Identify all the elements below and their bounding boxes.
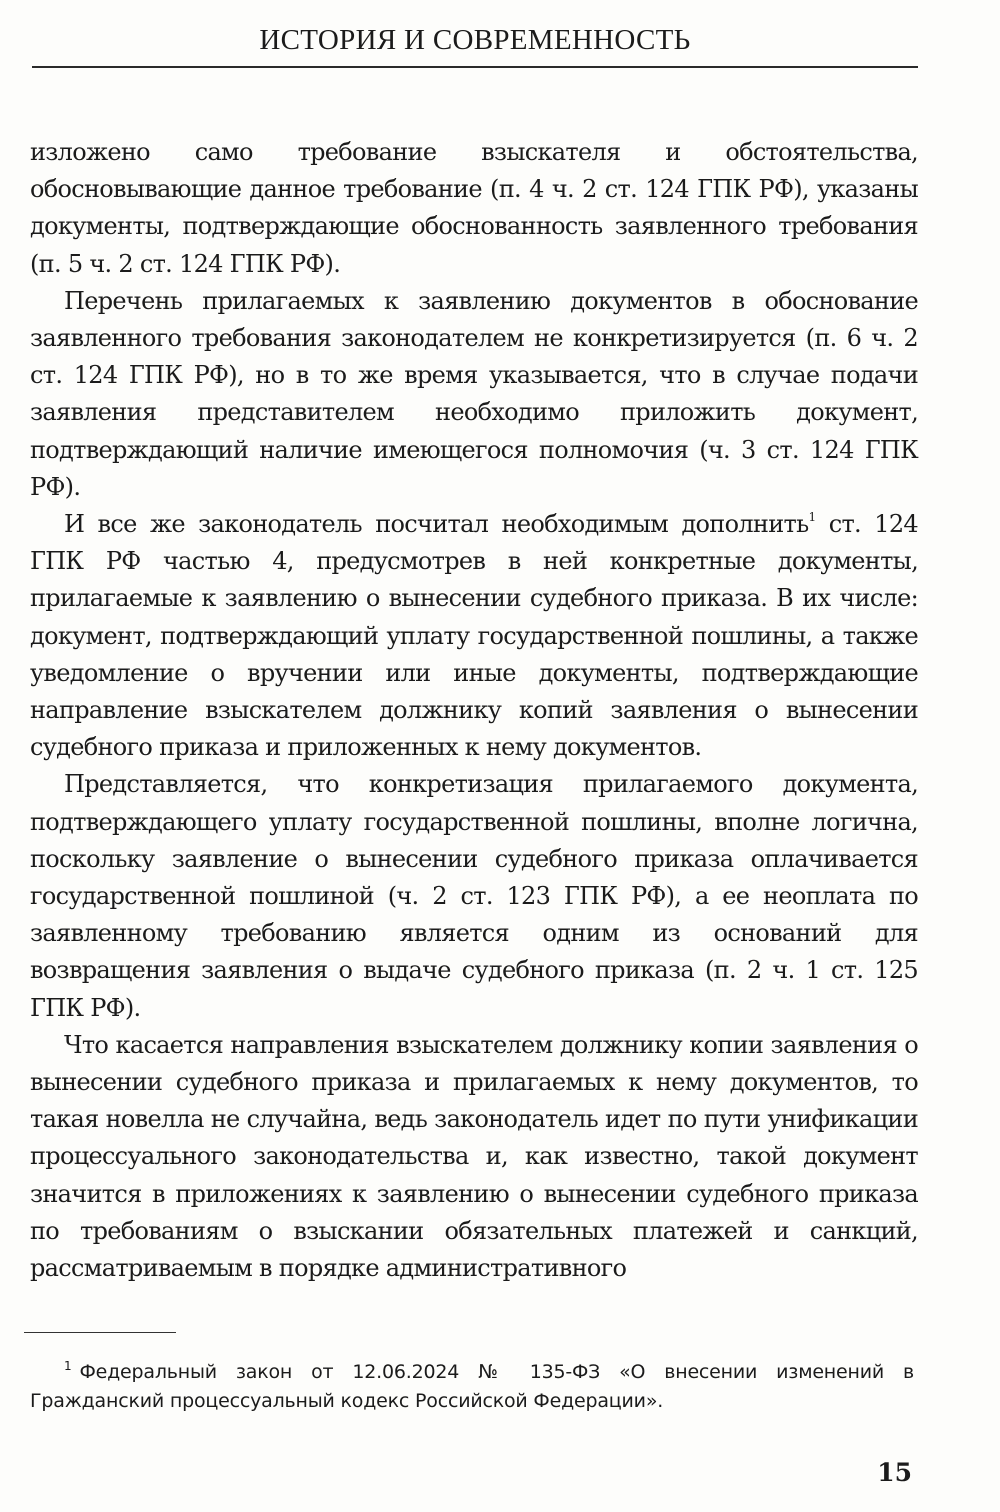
footnote (30, 1352, 914, 1416)
paragraph-4: Представляется, что конкретизация прилагаемого документа, подтверждающего уплату государственной пошлины, вполне логична, поскольку заявление о вынесении судебного приказа оплачивается государственной пошлиной (ч. 2 ст. 123 ГПК РФ), а ее неоплата по заявленному требованию является одним из оснований для возвращения заявления о выдаче судебного приказа (п. 2 ч. 1 ст. 125 ГПК РФ). (30, 770, 918, 1022)
paragraph-3 (30, 506, 918, 766)
footnote-divider (24, 1332, 176, 1333)
running-header-title: ИСТОРИЯ И СОВРЕМЕННОСТЬ (259, 24, 691, 56)
paragraph-2: Перечень прилагаемых к заявлению документов в обоснование заявленного требования законодателем не конкретизируется (п. 6 ч. 2 ст. 124 ГПК РФ), но в то же время указывается, что в случае подачи заявления представителем необходимо приложить документ, подтверждающий наличие имеющегося полномочия (ч. 3 ст. 124 ГПК РФ). (30, 286, 918, 501)
footnote-text: Федеральный закон от 12.06.2024 № 135-ФЗ «О внесении изменений в Гражданский процессуальный кодекс Российской Федерации». (30, 1361, 914, 1412)
page-number: 15 (877, 1458, 912, 1487)
footnote-marker: 1 (64, 1359, 72, 1373)
paragraph-5: Что касается направления взыскателем должнику копии заявления о вынесении судебного приказа и прилагаемых к нему документов, то такая новелла не случайна, ведь законодатель идет по пути унификации процессуального законодательства и, как известно, такой документ значится в приложениях к заявлению о вынесении судебного приказа по требованиям о взыскании обязательных платежей и санкций, рассматриваемым в порядке административного (30, 1030, 918, 1283)
paragraph-1: изложено само требование взыскателя и обстоятельства, обосновывающие данное требование (п. 4 ч. 2 ст. 124 ГПК РФ), указаны документы, подтверждающие обоснованность заявленного требования (п. 5 ч. 2 ст. 124 ГПК РФ). (30, 138, 918, 278)
body-text (30, 134, 918, 1287)
paragraph-3-start: И все же законодатель посчитал необходимым дополнить (64, 510, 809, 539)
footnote-reference[interactable]: 1 (808, 510, 816, 525)
running-header (32, 20, 918, 68)
paragraph-3-end: ст. 124 ГПК РФ частью 4, предусмотрев в ней конкретные документы, прилагаемые к заявлению о вынесении судебного приказа. В их числе: документ, подтверждающий уплату государственной пошлины, а также уведомление о вручении или иные документы, подтверждающие направление взыскателем должнику копий заявления о вынесении судебного приказа и приложенных к нему документов. (30, 510, 918, 762)
